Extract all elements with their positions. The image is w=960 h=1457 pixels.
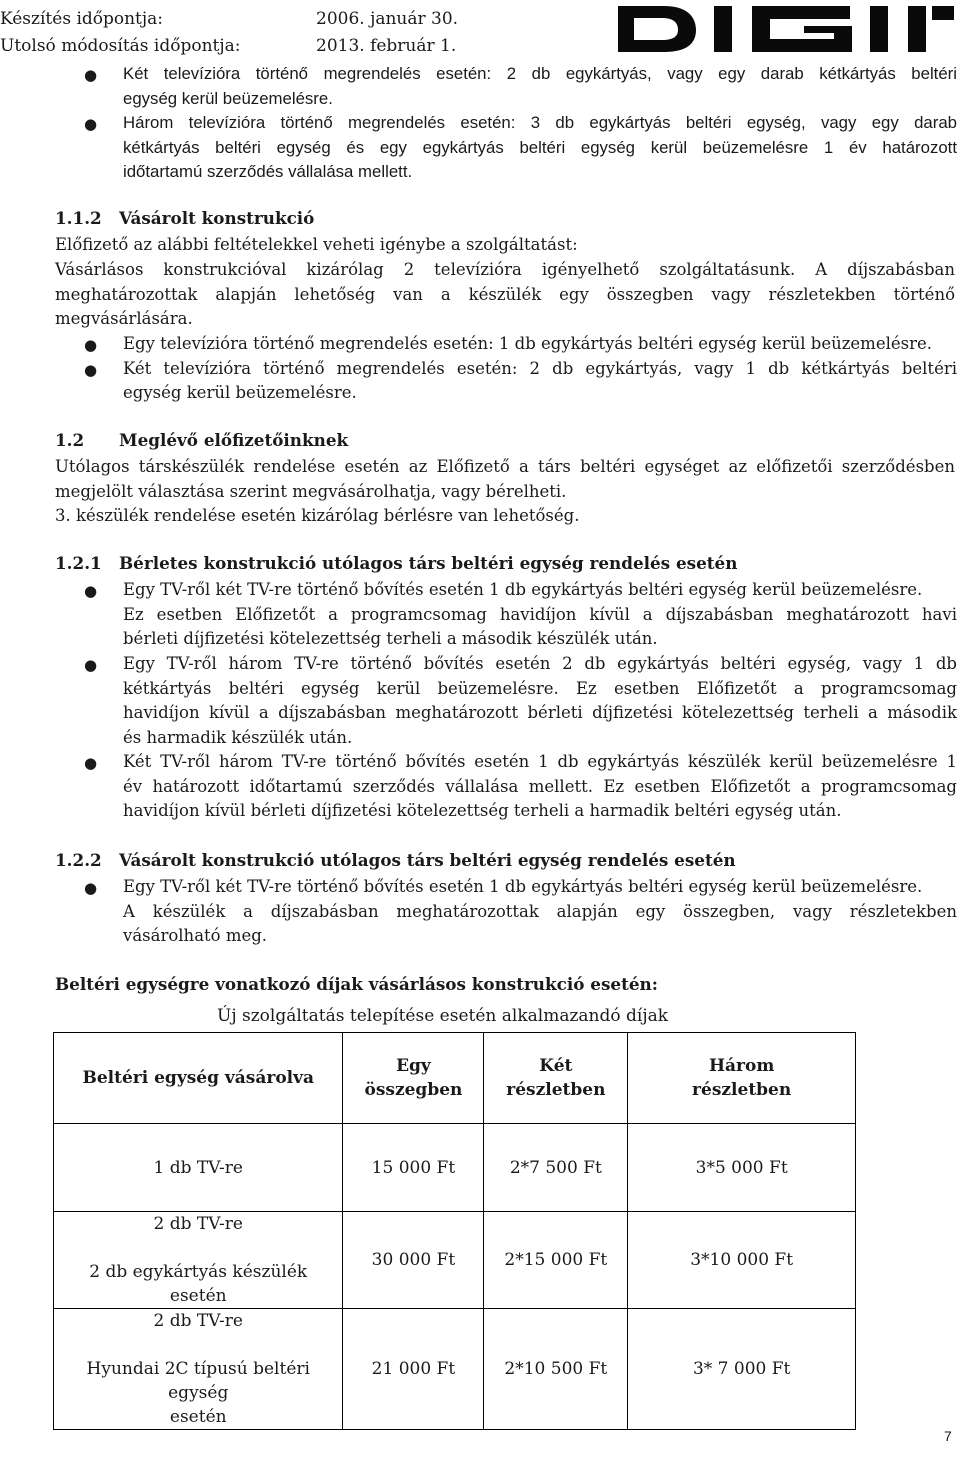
section-title: Meglévő előfizetőinknek [119,430,349,450]
table-cell: 3* 7 000 Ft [628,1309,856,1430]
intro-bullet-2-line-1: Három televízióra történő megrendelés esetén: 3 db egykártyás beltéri egység, vagy egy darab [123,113,957,132]
section-number: 1.2.2 [55,850,102,870]
intro-bullet-1-line-1: Két televízióra történő megrendelés esetén: 2 db egykártyás, vagy egy darab kétkártyás beltéri [123,64,957,83]
section-number: 1.1.2 [55,208,102,228]
header-text: Egy [396,1056,431,1076]
table-cell: 21 000 Ft [343,1309,484,1430]
section-title: Bérletes konstrukció utólagos társ beltéri egység rendelés esetén [119,553,738,573]
header-text: részletben [692,1080,792,1100]
row-label-text: 2 db egykártyás készülék esetén [89,1262,308,1306]
s12-paragraph-line-3: 3. készülék rendelése esetén kizárólag bérlésre van lehetőség. [55,506,580,525]
section-title: Vásárolt konstrukció utólagos társ beltéri egység rendelés esetén [119,850,736,870]
page-number: 7 [944,1428,952,1444]
section-1-1-2-heading [55,208,314,228]
header-text: összegben [364,1080,463,1100]
section-1-2-1-heading [55,553,737,573]
section-title: Vásárolt konstrukció [119,208,315,228]
bullet-dot: ● [84,336,98,354]
s112-paragraph-2-line-1: Vásárlásos konstrukcióval kizárólag 2 televízióra igényelhető szolgáltatásunk. A díjszabásban [55,260,955,279]
s121-bullet-3-line-3: havidíjon kívül bérleti díjfizetési kötelezettség terheli a harmadik beltéri egység után. [123,801,842,820]
header-text: Beltéri egység vásárolva [82,1068,315,1088]
fees-caption: Új szolgáltatás telepítése esetén alkalmazandó díjak [217,1006,669,1026]
column-header [484,1033,628,1124]
bullet-dot: ● [84,656,98,674]
fees-heading: Beltéri egységre vonatkozó díjak vásárlásos konstrukció esetén: [55,974,658,994]
digi-logo [612,2,957,54]
intro-bullet-2-line-2: kétkártyás beltéri egység és egy egykártyás beltéri egység kerül beüzemelésre 1 év határozott [123,138,957,157]
s12-paragraph-line-1: Utólagos társkészülék rendelése esetén az Előfizető a társ beltéri egységet az előfizetői szerződésben [55,457,955,476]
header-text: részletben [506,1080,606,1100]
bullet-dot: ● [84,754,98,772]
table-cell: 2*7 500 Ft [484,1124,628,1212]
table-header-row [54,1033,856,1124]
intro-bullet-2-line-3: időtartamú szerződés vállalása mellett. [123,162,413,181]
s121-bullet-2-line-1: Egy TV-ről három TV-re történő bővítés esetén 2 db egykártyás beltéri egység, vagy 1 db [123,654,957,673]
row-label-text: 1 db TV-re [153,1157,243,1178]
table-cell: 3*10 000 Ft [628,1212,856,1309]
created-value: 2006. január 30. [316,9,459,29]
table-row [54,1124,856,1212]
s112-paragraph-2-line-3: megvásárlására. [55,309,193,328]
header-text: Két [539,1056,573,1076]
modified-value: 2013. február 1. [316,36,457,56]
section-number: 1.2 [55,430,85,450]
row-label-text: Hyundai 2C típusú beltéri egység [86,1359,310,1403]
s112-paragraph-1: Előfizető az alábbi feltételekkel veheti igénybe a szolgáltatást: [55,235,578,254]
row-label-text: 2 db TV-re [153,1214,243,1234]
intro-bullet-1-line-2: egység kerül beüzemelésre. [123,89,333,108]
row-label-text: 2 db TV-re [153,1311,243,1331]
row-label [54,1124,343,1212]
bullet-dot: ● [84,66,98,84]
row-label-text: esetén [169,1407,227,1427]
bullet-dot: ● [84,879,98,897]
header-text: Három [708,1056,775,1076]
modified-label: Utolsó módosítás időpontja: [0,36,241,56]
row-label [54,1212,343,1309]
column-header [343,1033,484,1124]
s121-bullet-1-line-2: Ez esetben Előfizetőt a programcsomag havidíjon kívül a díjszabásban meghatározott havi [123,605,957,624]
bullet-dot: ● [84,582,98,600]
s122-bullet-1-line-3: vásárolható meg. [123,926,268,945]
table-cell: 30 000 Ft [343,1212,484,1309]
table-row [54,1212,856,1309]
table-cell: 15 000 Ft [343,1124,484,1212]
bullet-dot: ● [84,115,98,133]
section-1-2-2-heading [55,850,736,870]
bullet-dot: ● [84,361,98,379]
s121-bullet-2-line-3: havidíjon kívül a díjszabásban meghatározott bérleti díjfizetési kötelezettség terheli a második [123,703,957,722]
s121-bullet-3-line-2: év határozott időtartamú szerződés vállalása mellett. Ez esetben Előfizetőt a programcsomag [123,777,957,796]
s112-bullet-1: Egy televízióra történő megrendelés esetén: 1 db egykártyás beltéri egység kerül beüzemelésre. [123,334,932,353]
fees-table [53,1032,856,1430]
section-1-2-heading [55,430,348,450]
column-header [628,1033,856,1124]
s12-paragraph-line-2: megjelölt választása szerint megvásárolhatja, vagy bérelheti. [55,482,567,501]
s112-paragraph-2-line-2: meghatározottak alapján lehetőség van a készülék egy összegben vagy részletekben történő [55,285,955,304]
created-label: Készítés időpontja: [0,9,164,29]
table-row [54,1309,856,1430]
s121-bullet-2-line-2: kétkártyás beltéri egység kerül beüzemelésre. Ez esetben Előfizetőt a programcsomag [123,679,957,698]
s112-bullet-2-line-1: Két televízióra történő megrendelés esetén: 2 db egykártyás, vagy 1 db kétkártyás beltéri [123,359,957,378]
s112-bullet-2-line-2: egység kerül beüzemelésre. [123,383,357,402]
row-label [54,1309,343,1430]
s122-bullet-1-line-2: A készülék a díjszabásban meghatározottak alapján egy összegben, vagy részletekben [123,902,957,921]
s121-bullet-1-line-1: Egy TV-ről két TV-re történő bővítés esetén 1 db egykártyás beltéri egység kerül beüzemelésre. [123,580,923,599]
column-header [54,1033,343,1124]
table-cell: 2*10 500 Ft [484,1309,628,1430]
s121-bullet-1-line-3: bérleti díjfizetési kötelezettség terheli a második készülék után. [123,629,658,648]
table-cell: 3*5 000 Ft [628,1124,856,1212]
s121-bullet-3-line-1: Két TV-ről három TV-re történő bővítés esetén 1 db egykártyás készülék kerül beüzemelésre 1 [123,752,957,771]
s121-bullet-2-line-4: és harmadik készülék után. [123,728,353,747]
section-number: 1.2.1 [55,553,102,573]
table-cell: 2*15 000 Ft [484,1212,628,1309]
s122-bullet-1-line-1: Egy TV-ről két TV-re történő bővítés esetén 1 db egykártyás beltéri egység kerül beüzemelésre. [123,877,923,896]
